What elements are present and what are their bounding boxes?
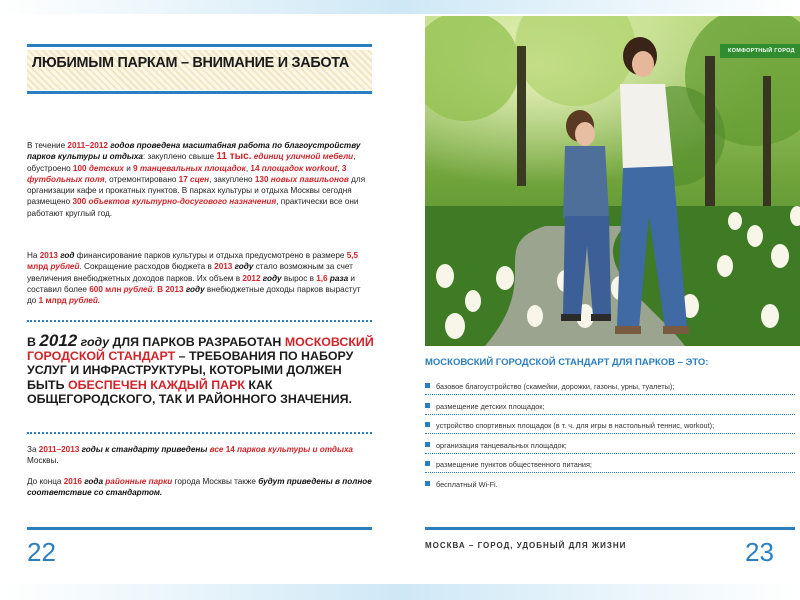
top-gradient-band — [0, 0, 800, 14]
footer-caption: МОСКВА – ГОРОД, УДОБНЫЙ ДЛЯ ЖИЗНИ — [425, 541, 627, 550]
callout-statement: В 2012 году ДЛЯ ПАРКОВ РАЗРАБОТАН МОСКОВСКИЙ ГОРОДСКОЙ СТАНДАРТ – ТРЕБОВАНИЯ ПО НАБОРУ УСЛУГ И ИНФРАСТРУКТУРЫ, КОТОРЫМИ ДОЛЖЕН БЫТЬ ОБЕСПЕЧЕН КАЖДЫЙ ПАРК КАК ОБЩЕГОРОДСКОГО, ТАК И РАЙОННОГО ЗНАЧЕНИЯ. — [27, 331, 374, 406]
list-item: устройство спортивных площадок (в т. ч. для игры в настольный теннис, workout); — [425, 421, 795, 441]
page-number-left: 22 — [27, 537, 56, 567]
list-item: организация танцевальных площадок; — [425, 441, 795, 461]
paragraph-3: За 2011–2013 годы к стандарту приведены все 14 парков культуры и отдыха Москвы. — [27, 445, 353, 466]
list-bullet-square-icon — [425, 403, 430, 408]
page-number-right: 23 — [745, 537, 774, 567]
list-separator — [425, 414, 795, 415]
divider-dotted-1 — [27, 320, 372, 322]
standard-list-title: МОСКОВСКИЙ ГОРОДСКОЙ СТАНДАРТ ДЛЯ ПАРКОВ – ЭТО: — [425, 357, 709, 368]
list-separator — [425, 433, 795, 434]
list-bullet-square-icon — [425, 442, 430, 447]
paragraph-1: В течение 2011–2012 годов проведена масштабная работа по благоустройству парков культуры и отдыха: закуплено свыше 11 тыс. единиц уличной мебели, обустроено 100 детских и 9 танцевальных площадок, 14 площадок workout, 3 футбольных поля, отремонтировано 17 сцен, закуплено 130 новых павильонов для организации кафе и прокатных пунктов. В парках культуры и отдыха Москвы сегодня размещено 300 объектов культурно-досугового назначения, практически все они работают круглый год. — [27, 141, 366, 218]
category-badge: КОМФОРТНЫЙ ГОРОД — [720, 44, 800, 58]
list-separator — [425, 453, 795, 454]
bottom-gradient-band — [0, 584, 800, 600]
left-page — [12, 14, 392, 584]
list-item: базовое благоустройство (скамейки, дорожки, газоны, урны, туалеты); — [425, 382, 795, 402]
list-separator — [425, 394, 795, 395]
footer-rule-left — [27, 527, 372, 530]
list-bullet-square-icon — [425, 481, 430, 486]
list-item: размещение детских площадок; — [425, 402, 795, 422]
footer-rule-right — [425, 527, 795, 530]
header-rule-bottom — [27, 91, 372, 94]
list-item: размещение пунктов общественного питания; — [425, 460, 795, 480]
list-bullet-square-icon — [425, 383, 430, 388]
page-title: ЛЮБИМЫМ ПАРКАМ – ВНИМАНИЕ И ЗАБОТА — [32, 54, 350, 71]
standard-list — [425, 382, 795, 500]
list-separator — [425, 472, 795, 473]
header-rule-top — [27, 44, 372, 47]
paragraph-2: На 2013 год финансирование парков культуры и отдыха предусмотрено в размере 5,5 млрд рублей. Сокращение расходов бюджета в 2013 году стало возможным за счет увеличения внебюджетных доходов парков. Их объем в 2012 году вырос в 1,6 раза и составил более 600 млн рублей. В 2013 году внебюджетные доходы парков вырастут до 1 млрд рублей. — [27, 251, 361, 306]
park-photo-illustration — [425, 16, 800, 346]
list-bullet-square-icon — [425, 422, 430, 427]
right-page — [410, 14, 795, 584]
list-item: бесплатный Wi-Fi. — [425, 480, 795, 500]
divider-dotted-2 — [27, 432, 372, 434]
list-bullet-square-icon — [425, 461, 430, 466]
paragraph-4: До конца 2016 года районные парки города Москвы также будут приведены в полное соответствие со стандартом. — [27, 477, 372, 498]
park-photo — [425, 16, 800, 346]
